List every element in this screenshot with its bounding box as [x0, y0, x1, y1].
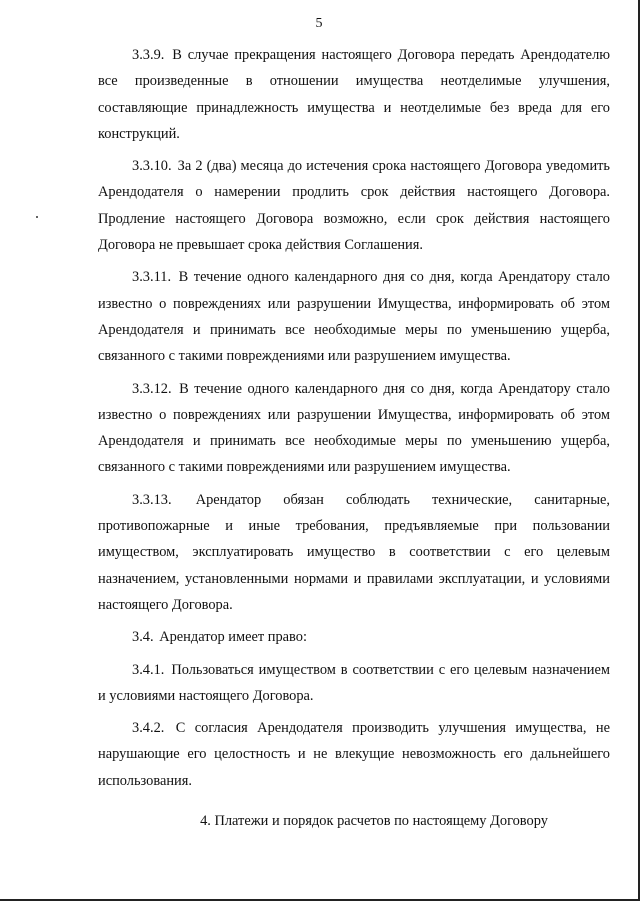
clause-text: С согласия Арендодателя производить улучшения имущества, не нарушающие его целостность и не влекущие невозможность его дальнейшего использования. [98, 720, 610, 789]
clause-text: Пользоваться имуществом в соответствии с его целевым назначением и условиями настоящего Договора. [98, 661, 610, 704]
clause-number: 3.3.11. [132, 269, 172, 286]
clause-number: 3.3.10. [132, 158, 172, 175]
clause-3-3-9 [98, 42, 610, 147]
clause-text: Арендатор обязан соблюдать технические, санитарные, противопожарные и иные требования, предъявляемые при пользовании имуществом, эксплуатировать имущество в соответствии с его целевым назначением, установленными нормами и правилами эксплуатации, и условиями настоящего Договора. [98, 491, 610, 613]
clause-3-3-10 [98, 153, 610, 258]
clause-text: За 2 (два) месяца до истечения срока настоящего Договора уведомить Арендодателя о намерении продлить срок действия настоящего Договора. Продление настоящего Договора возможно, если срок действия настоящего Договора не превышает срока действия Соглашения. [98, 158, 610, 254]
clause-text: В случае прекращения настоящего Договора передать Арендодателю все произведенные в отношении имущества неотделимые улучшения, составляющие принадлежность имущества и неотделимые без вреда для его конструкций. [98, 47, 610, 142]
clause-number: 3.3.9. [132, 47, 165, 63]
clause-number: 3.3.12. [132, 380, 172, 397]
clause-3-3-12 [98, 376, 610, 481]
clause-text: В течение одного календарного дня со дня, когда Арендатору стало известно о повреждениях или разрушении Имущества, информировать об этом Арендодателя и принимать все необходимые меры по уменьшению ущерба, связанного с такими повреждениями или разрушением имущества. [98, 380, 611, 476]
clause-number: 3.4.1. [132, 661, 165, 678]
clause-number: 3.4. [132, 629, 154, 646]
document-body [98, 42, 610, 834]
clause-text: В течение одного календарного дня со дня, когда Арендатору стало известно о повреждениях или разрушении Имущества, информировать об этом Арендодателя и принимать все необходимые меры по уменьшению ущерба, связанного с такими повреждениями или разрушением имущества. [98, 269, 610, 365]
clause-3-4-2 [98, 715, 610, 794]
clause-3-4 [98, 624, 610, 650]
clause-number: 3.3.13. [132, 491, 172, 508]
section-heading: 4. Платежи и порядок расчетов по настоящему Договору [200, 813, 548, 830]
clause-number: 3.4.2. [132, 720, 165, 737]
clause-3-4-1 [98, 657, 610, 710]
scan-speck [36, 216, 38, 218]
clause-3-3-11 [98, 264, 610, 369]
clause-3-3-13 [98, 487, 610, 618]
clause-text: Арендатор имеет право: [159, 629, 307, 646]
page-number: 5 [315, 16, 323, 31]
